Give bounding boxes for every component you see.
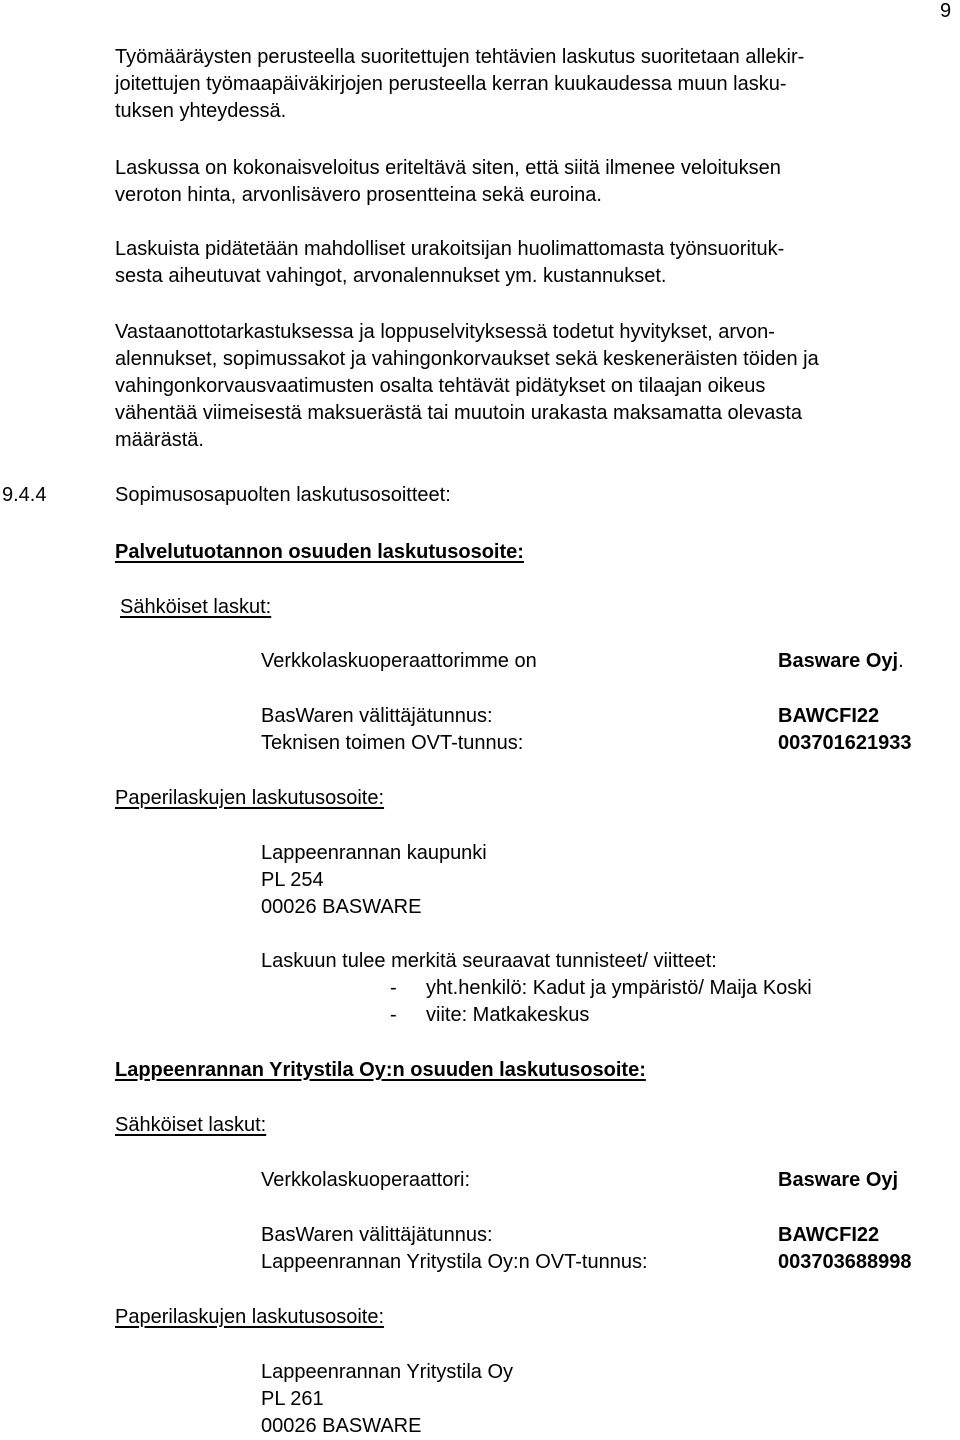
palvelutuotanto-operator-label: Verkkolaskuoperaattorimme on [261,650,537,672]
yritystila-paper-label: Paperilaskujen laskutusosoite: [115,1306,385,1328]
paragraph-billing-schedule [115,44,955,125]
palvelutuotanto-operator-value [778,648,904,675]
paragraph-deductions [115,236,955,290]
yritystila-electronic-label: Sähköiset laskut: [115,1114,267,1136]
yritystila-operator-value: Basware Oyj [778,1169,899,1191]
yritystila-operator-label: Verkkolaskuoperaattori: [261,1169,471,1191]
text-line: vahingonkorvausvaatimusten osalta tehtävät pidätykset on tilaajan oikeus [115,375,766,397]
address-line: PL 254 [261,869,324,891]
reference-viite: viite: Matkakeskus [426,1004,590,1026]
palvelutuotanto-paper-label: Paperilaskujen laskutusosoite: [115,787,385,809]
palvelutuotanto-ovt-label: Teknisen toimen OVT-tunnus: [261,732,524,754]
operator-name: Basware Oyj [778,650,899,672]
text-line: vähentää viimeisestä maksuerästä tai muutoin urakasta maksamatta olevasta [115,402,803,424]
address-line: 00026 BASWARE [261,896,422,918]
palvelutuotanto-basware-id-label: BasWaren välittäjätunnus: [261,705,493,727]
palvelutuotanto-ovt-value: 003701621933 [778,732,912,754]
text-line: Laskussa on kokonaisveloitus eriteltävä siten, että siitä ilmenee veloituksen [115,157,781,179]
text-line: sesta aiheutuvat vahingot, arvonalennukset ym. kustannukset. [115,265,667,287]
yritystila-ovt-label: Lappeenrannan Yritystila Oy:n OVT-tunnus: [261,1251,648,1273]
paragraph-invoice-breakdown [115,155,955,209]
text-line: Työmääräysten perusteella suoritettujen tehtävien laskutus suoritetaan allekir- [115,46,805,68]
address-line: Lappeenrannan Yritystila Oy [261,1361,514,1383]
yritystila-basware-id-label: BasWaren välittäjätunnus: [261,1224,493,1246]
section-number: 9.4.4 [2,484,47,506]
reference-dash: - [390,977,397,999]
yritystila-heading: Lappeenrannan Yritystila Oy:n osuuden laskutusosoite: [115,1059,646,1081]
text-line: Vastaanottotarkastuksessa ja loppuselvityksessä todetut hyvitykset, arvon- [115,321,775,343]
text-line: Laskuista pidätetään mahdolliset urakoitsijan huolimattomasta työnsuorituk- [115,238,785,260]
reference-dash: - [390,1004,397,1026]
section-title: Sopimusosapuolten laskutusosoitteet: [115,484,451,506]
text-line: joitettujen työmaapäiväkirjojen perusteella kerran kuukaudessa muun lasku- [115,73,787,95]
text-line: alennukset, sopimussakot ja vahingonkorvaukset sekä keskeneräisten töiden ja [115,348,819,370]
yritystila-basware-id-value: BAWCFI22 [778,1224,880,1246]
palvelutuotanto-heading: Palvelutuotannon osuuden laskutusosoite: [115,541,524,563]
yritystila-address [261,1359,513,1440]
reference-contact: yht.henkilö: Kadut ja ympäristö/ Maija Koski [426,977,812,999]
address-line: 00026 BASWARE [261,1415,422,1437]
palvelutuotanto-basware-id-value: BAWCFI22 [778,705,880,727]
yritystila-ovt-value: 003703688998 [778,1251,912,1273]
paragraph-final-inspection [115,319,955,454]
operator-suffix: . [898,650,904,672]
palvelutuotanto-electronic-label: Sähköiset laskut: [120,596,272,618]
text-line: määrästä. [115,429,204,451]
address-line: Lappeenrannan kaupunki [261,842,487,864]
palvelutuotanto-address [261,840,487,921]
text-line: tuksen yhteydessä. [115,100,287,122]
palvelutuotanto-references-intro: Laskuun tulee merkitä seuraavat tunnisteet/ viitteet: [261,950,717,972]
text-line: veroton hinta, arvonlisävero prosentteina sekä euroina. [115,184,602,206]
address-line: PL 261 [261,1388,324,1410]
page-number: 9 [940,0,952,22]
